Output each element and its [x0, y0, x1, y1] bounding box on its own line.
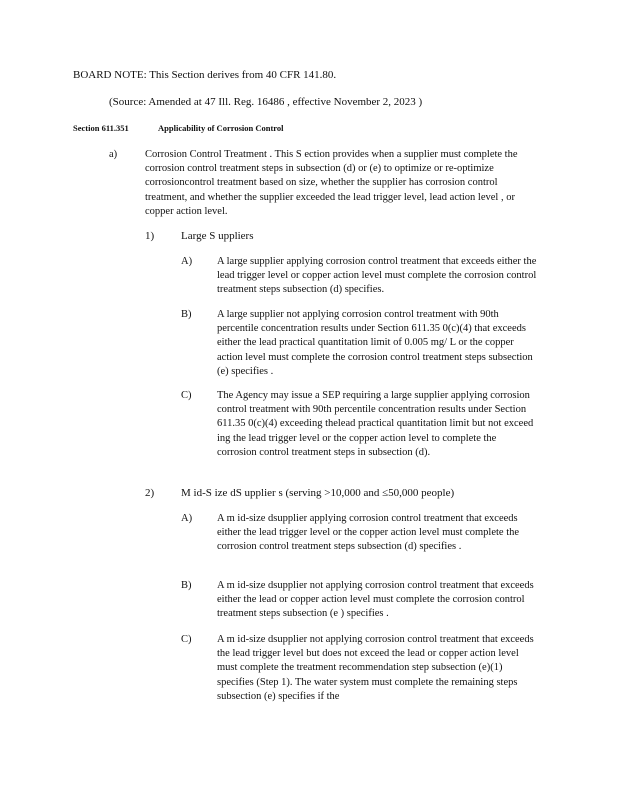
- section-title: Applicability of Corrosion Control: [158, 123, 284, 133]
- sub-1-b-text: A large supplier not applying corrosion control treatment with 90th percentile concentration results under Section 611.35 0(c)(4) that exceeds either the lead practical quantitation limit of 0.005 mg/ L or the copper action level must complete the corrosion control treatment steps subsection (e) specifies .: [217, 309, 533, 377]
- sub-2-b-label: B): [181, 580, 192, 591]
- sub-2-a-text: A m id-size dsupplier applying corrosion control treatment that exceeds either the lead trigger level or the copper action level must complete the corrosion control treatment steps subsection (d) specifies .: [217, 513, 520, 553]
- section-number: Section 611.351: [73, 123, 129, 133]
- sub-2-b-text: A m id-size dsupplier not applying corrosion control treatment that exceeds either the lead or copper action level must complete the corrosion control treatment steps subsection (e ) specifies .: [217, 580, 534, 620]
- sub-1-c-label: C): [181, 390, 192, 401]
- sub-1-a-label: A): [181, 256, 193, 267]
- sub-1-b-label: B): [181, 309, 192, 320]
- sub-1-c-text: The Agency may issue a SEP requiring a large supplier applying corrosion control treatment with 90th percentile concentration results under Section 611.35 0(c)(4) exceeding thelead practical quantitation limit but not exceed ing the lead trigger level or the copper action level to complete the corrosion control treatment steps in subsection (d).: [217, 390, 534, 458]
- sub-1-a-text: A large supplier applying corrosion control treatment that exceeds either the lead trigger level or copper action level must complete the corrosion control treatment steps subsection (d) specifies.: [217, 256, 537, 296]
- sub-2-heading: M id-S ize dS upplier s (serving >10,000 and ≤50,000 people): [181, 487, 455, 499]
- sub-2-c-label: C): [181, 634, 192, 645]
- board-note: BOARD NOTE: This Section derives from 40 CFR 141.80.: [73, 69, 337, 81]
- source-note: (Source: Amended at 47 Ill. Reg. 16486 , effective November 2, 2023 ): [109, 96, 423, 108]
- sub-1-label: 1): [145, 230, 155, 242]
- sub-1-heading: Large S uppliers: [181, 230, 254, 242]
- sub-2-c-text: A m id-size dsupplier not applying corrosion control treatment that exceeds the lead trigger level but does not exceed the lead or copper action level must complete the treatment recommendation step subsection (e)(1) specifies (Step 1). The water system must complete the remaining steps subsection (e) specifies if the: [217, 634, 534, 702]
- sub-2-a-label: A): [181, 513, 193, 524]
- sub-2-label: 2): [145, 487, 155, 499]
- para-a-label: a): [109, 149, 118, 160]
- para-a-text: Corrosion Control Treatment . This S ection provides when a supplier must complete the corrosion control treatment steps in subsection (d) or (e) to optimize or re-optimize corrosioncontrol treatment based on size, whether the supplier has corrosion control treatment, and whether the supplier exceeded the lead trigger level, lead action level , or copper action level.: [145, 149, 518, 217]
